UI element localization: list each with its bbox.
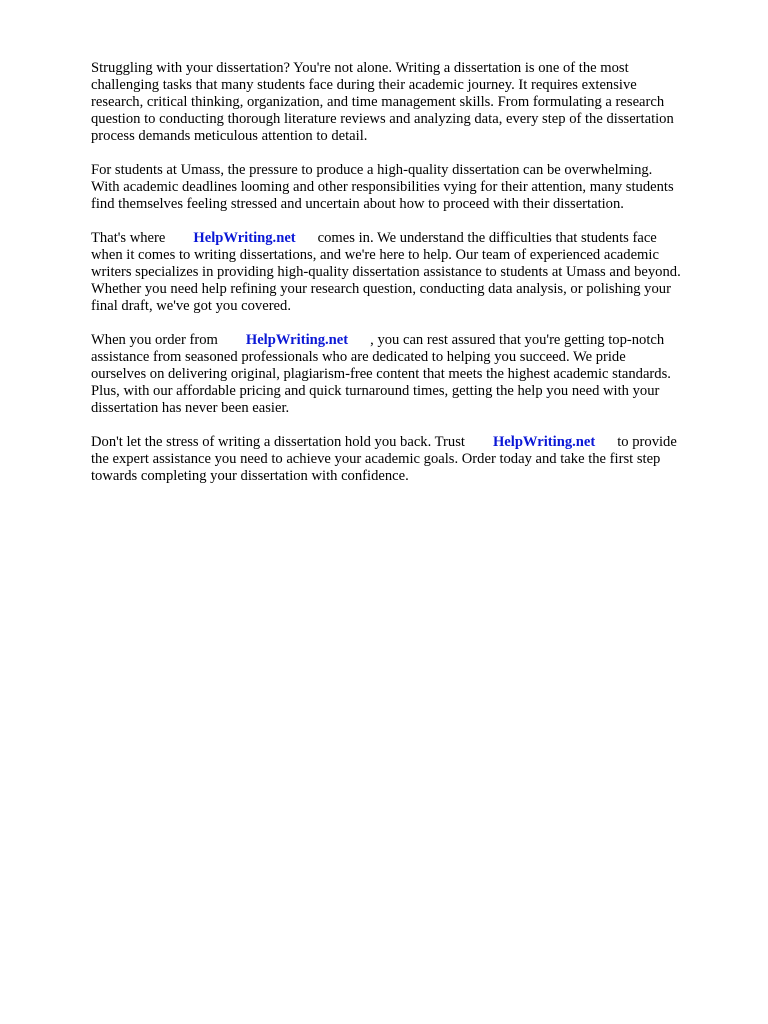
text-line: writers specializes in providing high-quality dissertation assistance to students at Umass and beyond. (91, 264, 681, 280)
text-line: Struggling with your dissertation? You're not alone. Writing a dissertation is one of the most (91, 60, 629, 76)
text-line: research, critical thinking, organization, and time management skills. From formulating a research (91, 94, 665, 110)
paragraph-trust (91, 434, 731, 485)
text-line (91, 332, 731, 349)
text-line: final draft, we've got you covered. (91, 298, 291, 314)
text-line: towards completing your dissertation with confidence. (91, 468, 409, 484)
text-segment: , you can rest assured that you're getting top-notch (370, 332, 665, 348)
text-segment: comes in. We understand the difficulties that students face (317, 230, 657, 246)
document-body (91, 60, 731, 502)
helpwriting-link[interactable]: HelpWriting.net (245, 332, 349, 348)
paragraph-order-from (91, 332, 731, 417)
text-segment: That's where (91, 230, 166, 246)
text-segment: Don't let the stress of writing a dissertation hold you back. Trust (91, 434, 465, 450)
text-line: process demands meticulous attention to detail. (91, 128, 368, 144)
text-line: question to conducting thorough literature reviews and analyzing data, every step of the dissertation (91, 111, 674, 127)
text-line: challenging tasks that many students face during their academic journey. It requires extensive (91, 77, 637, 93)
text-line (91, 230, 731, 247)
text-line: ourselves on delivering original, plagiarism-free content that meets the highest academic standards. (91, 366, 671, 382)
paragraph-intro (91, 60, 731, 145)
text-line: dissertation has never been easier. (91, 400, 290, 416)
paragraph-umass (91, 162, 731, 213)
text-line: assistance from seasoned professionals who are dedicated to helping you succeed. We pride (91, 349, 626, 365)
text-line: For students at Umass, the pressure to produce a high-quality dissertation can be overwhelming. (91, 162, 653, 178)
text-line: Whether you need help refining your research question, conducting data analysis, or polishing your (91, 281, 671, 297)
text-line: With academic deadlines looming and other responsibilities vying for their attention, many students (91, 179, 674, 195)
text-line (91, 434, 731, 451)
text-segment: When you order from (91, 332, 218, 348)
text-segment: to provide (617, 434, 677, 450)
paragraph-thats-where (91, 230, 731, 315)
text-line: find themselves feeling stressed and uncertain about how to proceed with their dissertation. (91, 196, 624, 212)
text-line: the expert assistance you need to achieve your academic goals. Order today and take the first step (91, 451, 661, 467)
helpwriting-link[interactable]: HelpWriting.net (492, 434, 596, 450)
helpwriting-link[interactable]: HelpWriting.net (193, 230, 296, 246)
text-line: when it comes to writing dissertations, and we're here to help. Our team of experienced academic (91, 247, 659, 263)
text-line: Plus, with our affordable pricing and quick turnaround times, getting the help you need with your (91, 383, 660, 399)
